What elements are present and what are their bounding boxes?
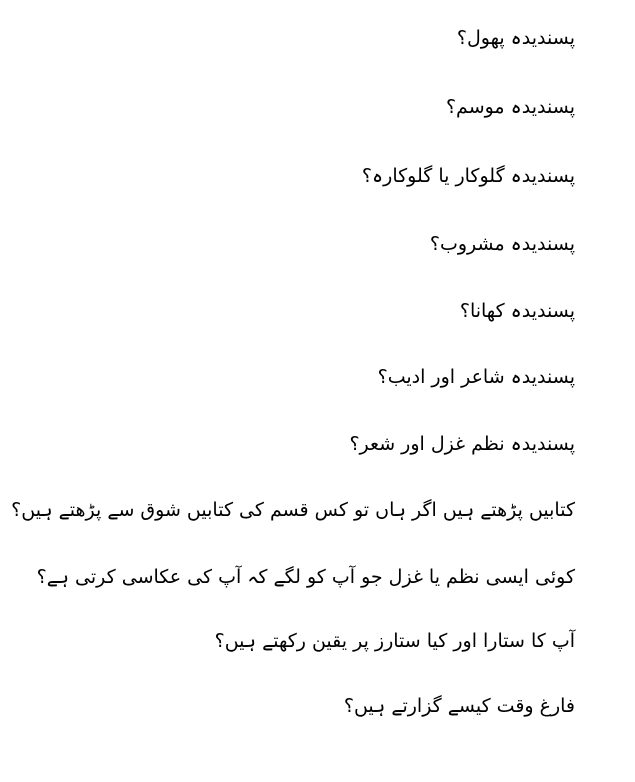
question-favorite-drink: پسندیدہ مشروب؟ <box>429 233 575 255</box>
question-free-time: فارغ وقت کیسے گزارتے ہیں؟ <box>343 695 575 717</box>
question-favorite-singer: پسندیدہ گلوکار یا گلوکارہ؟ <box>361 165 575 187</box>
question-relatable-poem: کوئی ایسی نظم یا غزل جو آپ کو لگے کہ آپ کی عکاسی کرتی ہے؟ <box>36 566 575 588</box>
question-star-sign: آپ کا ستارا اور کیا ستارز پر یقین رکھتے ہیں؟ <box>214 630 575 652</box>
question-favorite-season: پسندیدہ موسم؟ <box>445 96 575 118</box>
question-favorite-poet-writer: پسندیدہ شاعر اور ادیب؟ <box>377 366 575 388</box>
question-favorite-poem-ghazal-verse: پسندیدہ نظم غزل اور شعر؟ <box>349 433 575 455</box>
question-favorite-flower: پسندیدہ پھول؟ <box>456 27 575 49</box>
question-favorite-food: پسندیدہ کھانا؟ <box>459 300 575 322</box>
question-reading-books: کتابیں پڑھتے ہیں اگر ہاں تو کس قسم کی کتابیں شوق سے پڑھتے ہیں؟ <box>11 499 575 521</box>
